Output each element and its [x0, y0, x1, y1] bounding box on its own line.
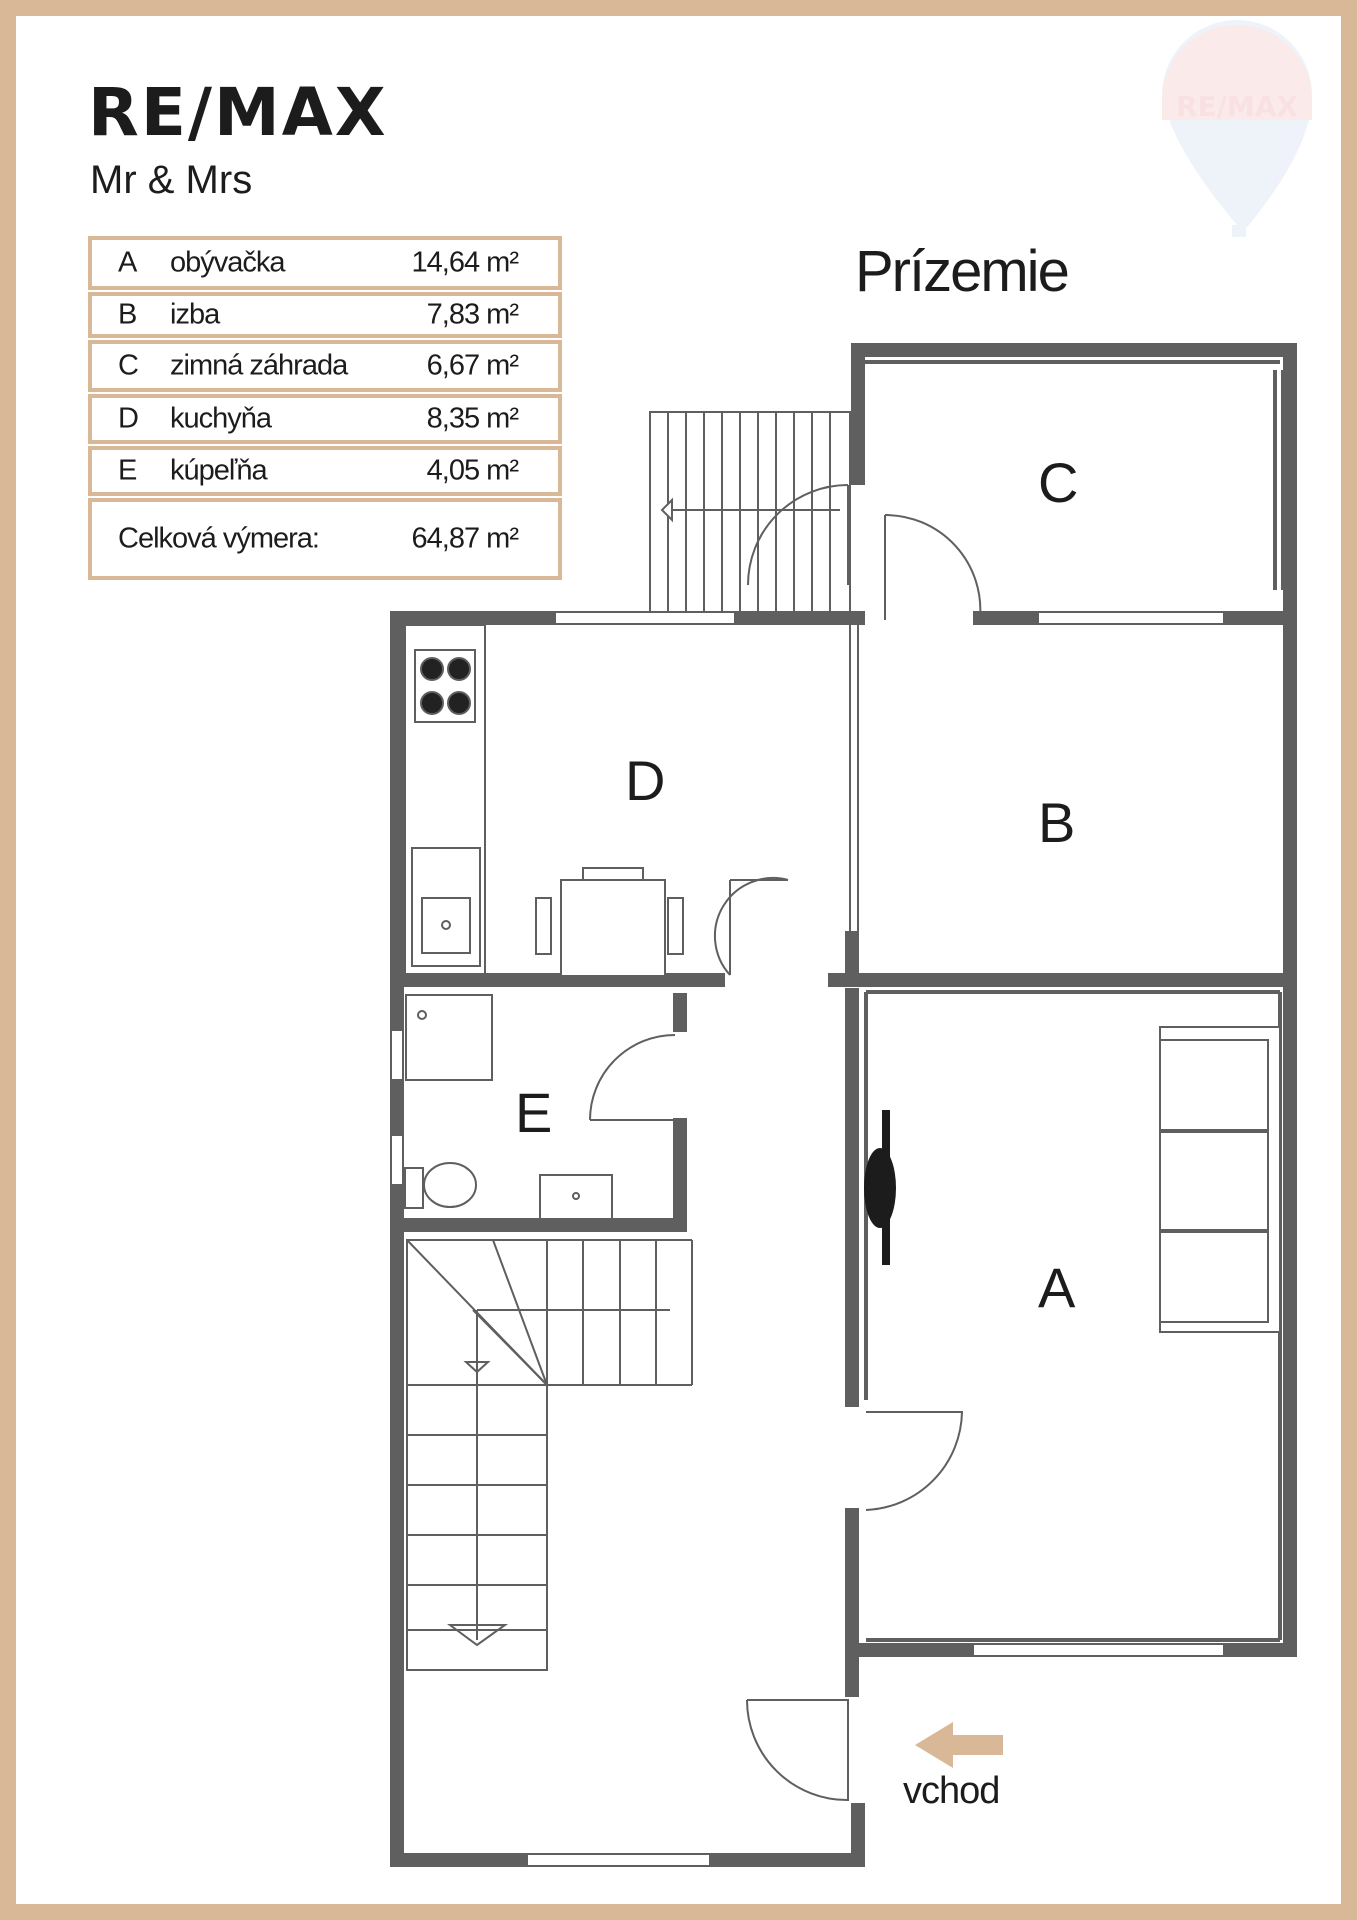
remax-logo: RE/MAX [88, 74, 388, 151]
inner-lines [865, 362, 1283, 1640]
legend-total-label: Celková výmera: [118, 522, 319, 555]
room-label-d: D [625, 749, 666, 812]
balloon-text: RE/MAX [1175, 90, 1299, 123]
legend-letter: A [118, 246, 137, 279]
legend-letter: B [118, 298, 137, 331]
tv-unit [864, 1110, 896, 1265]
inner-staircase [407, 1240, 692, 1670]
remax-balloon-watermark [1162, 20, 1312, 237]
room-label-c: C [1038, 451, 1079, 514]
legend-room-area: 8,35 m² [426, 402, 518, 435]
legend-room-area: 7,83 m² [426, 298, 518, 331]
legend-room-name: zimná záhrada [170, 349, 348, 382]
outer-stairs [650, 412, 850, 612]
brand-subtitle: Mr & Mrs [90, 158, 253, 202]
floor-title: Prízemie [855, 239, 1068, 304]
dining-table [536, 868, 683, 976]
legend-room-name: obývačka [170, 246, 285, 279]
doors [590, 485, 980, 1800]
legend-letter: E [118, 454, 137, 487]
legend-letter: C [118, 349, 138, 382]
legend-total-area: 64,87 m² [411, 522, 518, 555]
bathroom-fixtures [405, 995, 612, 1223]
entrance-arrow [915, 1722, 1003, 1768]
sofa [1160, 1027, 1280, 1332]
legend-room-area: 6,67 m² [426, 349, 518, 382]
legend-room-name: kúpeľňa [170, 454, 267, 487]
legend-room-name: kuchyňa [170, 402, 272, 435]
legend-letter: D [118, 402, 138, 435]
room-label-a: A [1038, 1256, 1076, 1319]
kitchen-counter [405, 625, 485, 975]
legend-room-name: izba [170, 298, 220, 331]
legend-room-area: 14,64 m² [411, 246, 518, 279]
room-label-e: E [515, 1081, 553, 1144]
entrance-label: vchod [903, 1770, 1000, 1812]
legend-room-area: 4,05 m² [426, 454, 518, 487]
room-label-b: B [1038, 791, 1076, 854]
